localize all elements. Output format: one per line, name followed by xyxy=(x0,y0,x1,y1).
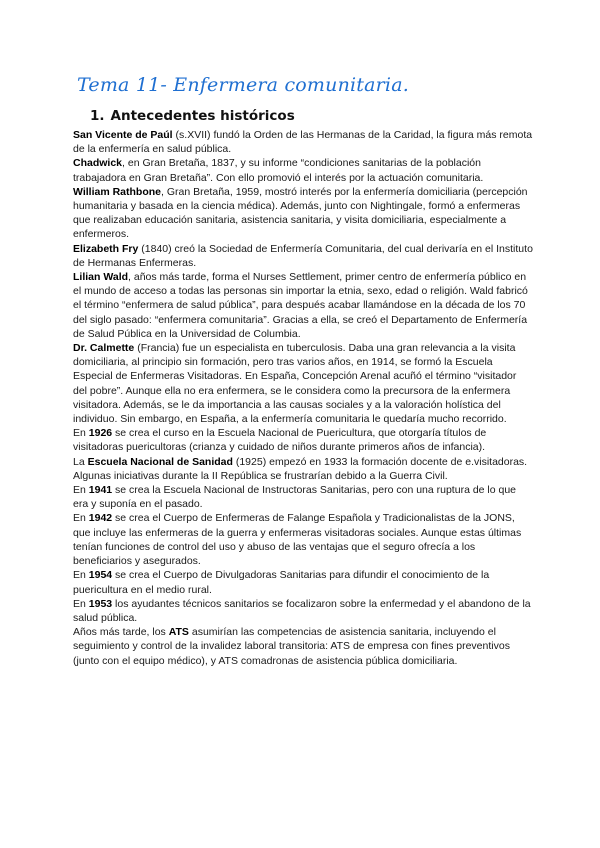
paragraph xyxy=(73,128,533,156)
paragraph-text: se crea el Cuerpo de Enfermeras de Falange Española y Tradicionalistas de la JONS, que incluye las enfermeras de la guerra y enfermeras visitadoras sociales. Aunque estas últimas tenían funciones de control del uso y abuso de las ventajas que el seguro ofrecía a los beneficiarios y asegurados. xyxy=(73,512,522,568)
paragraph-lead: Lilian Wald xyxy=(73,271,129,284)
paragraph-prefix: En xyxy=(73,597,89,610)
paragraph xyxy=(73,568,533,596)
paragraph xyxy=(73,242,533,270)
document-title: Tema 11- Enfermera comunitaria. xyxy=(77,74,409,96)
paragraph-text: asumirían las competencias de asistencia sanitaria, incluyendo el seguimiento y control de la invalidez laboral transitoria: ATS de empresa con fines preventivos (junto con el equipo médico), y ATS comadronas de asistencia pública domiciliaria. xyxy=(73,626,510,667)
section-heading-text: Antecedentes históricos xyxy=(110,108,295,124)
paragraph-lead: Chadwick xyxy=(73,157,123,170)
paragraph-lead: ATS xyxy=(168,626,189,639)
paragraph-prefix: Años más tarde, los xyxy=(73,626,169,639)
paragraph-text: , Gran Bretaña, 1959, mostró interés por la enfermería domiciliaria (percepción humanitaria y basada en la ciencia médica). Además, junto con Nightingale, formó a enfermeras que realizaban educación sanitaria, asistencia sanitaria, y visita domiciliaria, especialmente a enfermeros. xyxy=(73,185,528,241)
paragraph xyxy=(73,426,533,454)
paragraph-lead: 1941 xyxy=(88,484,113,497)
paragraph-prefix: La xyxy=(73,455,88,468)
paragraph-prefix: En xyxy=(73,484,89,497)
paragraph xyxy=(73,597,533,625)
paragraph-lead: Dr. Calmette xyxy=(73,342,135,355)
document-body xyxy=(73,128,533,668)
paragraph-text: los ayudantes técnicos sanitarios se focalizaron sobre la enfermedad y el abandono de la salud pública. xyxy=(73,597,531,624)
paragraph-lead: 1926 xyxy=(88,427,113,440)
paragraph-text: (1925) empezó en 1933 la formación docente de e.visitadoras. Algunas iniciativas durante la II República se frustrarían debido a la Guerra Civil. xyxy=(73,455,528,482)
paragraph-lead: 1953 xyxy=(88,597,113,610)
paragraph xyxy=(73,156,533,184)
paragraph xyxy=(73,625,533,668)
paragraph-lead: San Vicente de Paúl xyxy=(73,129,173,141)
paragraph-prefix: En xyxy=(73,512,89,525)
paragraph-lead: 1942 xyxy=(88,512,113,525)
paragraph xyxy=(73,270,533,341)
paragraph xyxy=(73,483,533,511)
section-number: 1. xyxy=(90,108,105,124)
paragraph xyxy=(73,455,533,483)
paragraph-text: (s.XVII) fundó la Orden de las Hermanas de la Caridad, la figura más remota de la enfermería en salud pública. xyxy=(73,129,533,156)
paragraph-text: , años más tarde, forma el Nurses Settlement, primer centro de enfermería público en el mundo de acceso a todas las personas sin importar la etnia, sexo, edad o religión. Wald fabricó el término “enfermera de salud pública”, para después acabar llamándose en la década de los 70 del siglo pasado: “enfermera comunitaria”. Gracias a ella, se creó el Departamento de Enfermería de Salud Pública en la Universidad de Columbia. xyxy=(73,271,528,340)
paragraph-prefix: En xyxy=(73,427,89,440)
paragraph-text: se crea el curso en la Escuela Nacional de Puericultura, que otorgaría títulos de visitadoras puericultoras (crianza y cuidado de niños durante primeros años de infancia). xyxy=(73,427,487,454)
paragraph xyxy=(73,341,533,426)
paragraph-text: se crea la Escuela Nacional de Instructoras Sanitarias, pero con una ruptura de lo que era y suponía en el pasado. xyxy=(73,484,517,511)
paragraph-text: (1840) creó la Sociedad de Enfermería Comunitaria, del cual derivaría en el Instituto de Hermanas Enfermeras. xyxy=(73,242,533,269)
paragraph-lead: William Rathbone xyxy=(73,185,161,198)
paragraph-lead: 1954 xyxy=(88,569,113,582)
paragraph-lead: Elizabeth Fry xyxy=(73,242,139,255)
paragraph-text: se crea el Cuerpo de Divulgadoras Sanitarias para difundir el conocimiento de la puericultura en el medio rural. xyxy=(73,569,490,596)
paragraph xyxy=(73,511,533,568)
paragraph-text: (Francia) fue un especialista en tuberculosis. Daba una gran relevancia a la visita domiciliaria, al principio sin formación, pero tras varios años, en 1914, se formó la Escuela Especial de Enfermeras Visitadoras. En España, Concepción Arenal acuñó el término “visitador del pobre”. Aunque ella no era enfermera, se le considera como la precursora de la enfermera visitadora. Además, se le da importancia a las causas sociales y a la valoración holística del individuo. Sin embargo, en España, a la enfermería comunitaria le quedaría mucho recorrido. xyxy=(73,342,517,426)
paragraph-text: , en Gran Bretaña, 1837, y su informe “condiciones sanitarias de la población trabajadora en Gran Bretaña”. Con ello promovió el interés por la actuación comunitaria. xyxy=(73,157,484,184)
section-heading xyxy=(90,108,295,124)
paragraph xyxy=(73,185,533,242)
paragraph-lead: Escuela Nacional de Sanidad xyxy=(87,455,233,468)
paragraph-prefix: En xyxy=(73,569,89,582)
